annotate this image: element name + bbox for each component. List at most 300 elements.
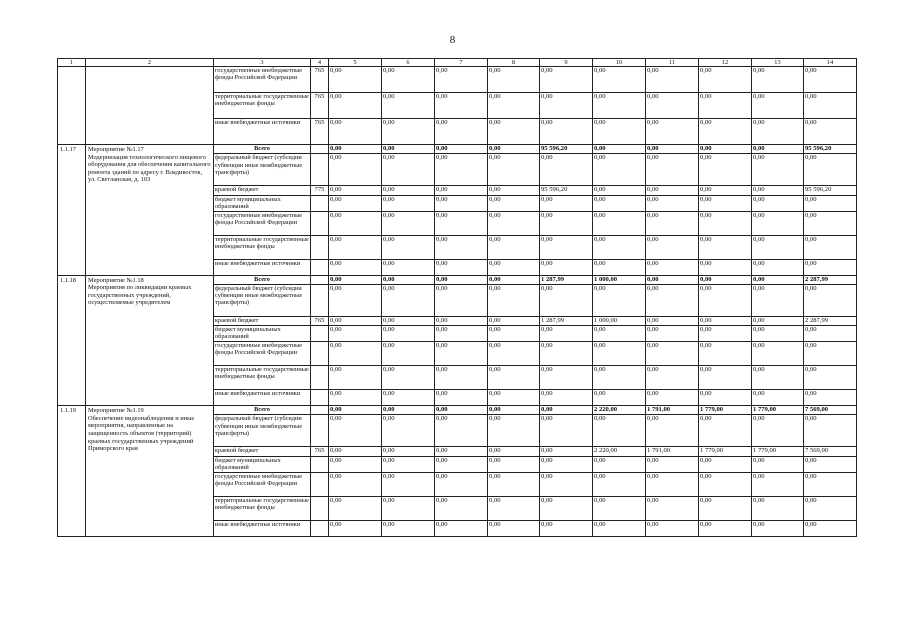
amount-cell: 0,00 (488, 275, 540, 284)
amount-cell: 0,00 (540, 366, 593, 390)
budget-code (311, 211, 329, 235)
amount-cell: 0,00 (382, 67, 435, 93)
amount-cell: 0,00 (540, 67, 593, 93)
amount-cell: 0,00 (593, 235, 646, 259)
activity-description: Мероприятия по ликвидации краевых государственных учреждений, осуществляемые учредителем (88, 284, 192, 307)
amount-cell: 0,00 (382, 235, 435, 259)
amount-cell: 0,00 (382, 456, 435, 472)
amount-cell: 0,00 (382, 93, 435, 119)
budget-code (311, 406, 329, 415)
amount-cell: 0,00 (382, 472, 435, 496)
amount-cell: 0,00 (699, 195, 752, 211)
amount-cell: 0,00 (646, 472, 699, 496)
amount-cell: 0,00 (488, 496, 540, 520)
header-cell: 12 (699, 59, 752, 67)
amount-cell: 0,00 (382, 186, 435, 195)
amount-cell: 0,00 (329, 447, 382, 456)
amount-cell: 0,00 (646, 366, 699, 390)
amount-cell: 0,00 (435, 259, 488, 275)
amount-cell: 0,00 (329, 211, 382, 235)
amount-cell: 0,00 (329, 326, 382, 342)
amount-cell: 0,00 (488, 67, 540, 93)
amount-cell: 0,00 (435, 472, 488, 496)
amount-cell: 0,00 (488, 406, 540, 415)
amount-cell: 0,00 (540, 284, 593, 316)
amount-cell: 0,00 (488, 447, 540, 456)
header-row (58, 59, 857, 67)
amount-cell: 0,00 (329, 235, 382, 259)
amount-cell: 0,00 (435, 406, 488, 415)
amount-cell: 95 596,20 (804, 186, 857, 195)
amount-cell: 0,00 (699, 145, 752, 154)
amount-cell: 0,00 (804, 390, 857, 406)
amount-cell: 0,00 (804, 93, 857, 119)
table-row (58, 275, 857, 284)
activity-number: 1.1.17 (58, 145, 86, 276)
amount-cell: 0,00 (752, 366, 804, 390)
funding-source: бюджет муниципальных образований (214, 195, 311, 211)
amount-cell: 0,00 (593, 456, 646, 472)
amount-cell: 0,00 (804, 119, 857, 145)
amount-cell: 0,00 (646, 456, 699, 472)
amount-cell: 0,00 (329, 366, 382, 390)
header-cell: 11 (646, 59, 699, 67)
amount-cell: 0,00 (540, 456, 593, 472)
amount-cell: 0,00 (488, 284, 540, 316)
amount-cell: 0,00 (382, 195, 435, 211)
amount-cell: 0,00 (752, 390, 804, 406)
amount-cell: 0,00 (435, 154, 488, 186)
header-cell: 14 (804, 59, 857, 67)
funding-source: иные внебюджетные источники (214, 119, 311, 145)
amount-cell: 0,00 (488, 415, 540, 447)
amount-cell: 0,00 (593, 284, 646, 316)
amount-cell: 0,00 (646, 235, 699, 259)
amount-cell: 1 287,99 (540, 275, 593, 284)
amount-cell: 0,00 (435, 415, 488, 447)
amount-cell: 0,00 (435, 275, 488, 284)
amount-cell: 0,00 (699, 186, 752, 195)
amount-cell: 0,00 (752, 211, 804, 235)
amount-cell: 0,00 (540, 415, 593, 447)
amount-cell: 0,00 (435, 326, 488, 342)
amount-cell: 0,00 (329, 195, 382, 211)
amount-cell: 7 569,00 (804, 447, 857, 456)
amount-cell: 0,00 (699, 342, 752, 366)
amount-cell: 1 287,99 (540, 316, 593, 325)
amount-cell: 0,00 (382, 316, 435, 325)
budget-table (57, 58, 857, 537)
amount-cell: 0,00 (699, 154, 752, 186)
budget-code (311, 520, 329, 536)
amount-cell: 0,00 (646, 211, 699, 235)
amount-cell: 0,00 (593, 415, 646, 447)
amount-cell: 95 596,20 (540, 186, 593, 195)
amount-cell: 0,00 (382, 275, 435, 284)
amount-cell: 0,00 (329, 259, 382, 275)
amount-cell: 0,00 (804, 235, 857, 259)
amount-cell: 0,00 (699, 235, 752, 259)
amount-cell: 0,00 (804, 472, 857, 496)
funding-source: иные внебюджетные источники (214, 520, 311, 536)
amount-cell: 0,00 (646, 275, 699, 284)
amount-cell: 0,00 (752, 415, 804, 447)
amount-cell: 0,00 (699, 275, 752, 284)
amount-cell: 0,00 (435, 67, 488, 93)
amount-cell: 0,00 (488, 93, 540, 119)
amount-cell: 0,00 (646, 259, 699, 275)
funding-source: государственные внебюджетные фонды Российской Федерации (214, 472, 311, 496)
funding-source: иные внебюджетные источники (214, 259, 311, 275)
amount-cell: 0,00 (329, 186, 382, 195)
amount-cell: 0,00 (646, 195, 699, 211)
amount-cell: 0,00 (488, 472, 540, 496)
amount-cell: 0,00 (593, 366, 646, 390)
amount-cell: 0,00 (382, 284, 435, 316)
amount-cell: 0,00 (646, 520, 699, 536)
amount-cell: 0,00 (540, 472, 593, 496)
amount-cell: 0,00 (329, 119, 382, 145)
amount-cell: 0,00 (646, 154, 699, 186)
activity-number: 1.1.18 (58, 275, 86, 406)
amount-cell: 0,00 (593, 145, 646, 154)
amount-cell: 0,00 (435, 447, 488, 456)
amount-cell: 0,00 (540, 211, 593, 235)
amount-cell: 0,00 (804, 195, 857, 211)
amount-cell: 1 791,00 (646, 406, 699, 415)
amount-cell: 0,00 (752, 154, 804, 186)
amount-cell: 0,00 (593, 259, 646, 275)
amount-cell: 0,00 (804, 366, 857, 390)
amount-cell: 0,00 (329, 93, 382, 119)
budget-code (311, 366, 329, 390)
amount-cell: 1 779,00 (699, 447, 752, 456)
amount-cell: 0,00 (699, 456, 752, 472)
budget-code (311, 235, 329, 259)
amount-cell: 2 287,99 (804, 316, 857, 325)
amount-cell: 0,00 (382, 342, 435, 366)
funding-source: территориальные государственные внебюджетные фонды (214, 496, 311, 520)
amount-cell: 0,00 (329, 145, 382, 154)
amount-cell: 0,00 (804, 259, 857, 275)
budget-code (311, 496, 329, 520)
amount-cell: 0,00 (804, 326, 857, 342)
amount-cell: 0,00 (382, 406, 435, 415)
amount-cell: 0,00 (804, 342, 857, 366)
amount-cell: 0,00 (752, 93, 804, 119)
amount-cell: 0,00 (752, 326, 804, 342)
table-row (58, 67, 857, 93)
amount-cell: 0,00 (329, 472, 382, 496)
amount-cell: 0,00 (699, 326, 752, 342)
amount-cell: 0,00 (752, 259, 804, 275)
funding-source: Всего (214, 406, 311, 415)
amount-cell: 0,00 (646, 415, 699, 447)
header-cell: 7 (435, 59, 488, 67)
amount-cell: 0,00 (382, 326, 435, 342)
amount-cell: 0,00 (382, 259, 435, 275)
page-number: 8 (449, 34, 456, 46)
amount-cell: 0,00 (699, 472, 752, 496)
amount-cell: 1 779,00 (752, 406, 804, 415)
budget-code (311, 154, 329, 186)
amount-cell: 0,00 (699, 415, 752, 447)
amount-cell: 0,00 (752, 275, 804, 284)
amount-cell: 0,00 (804, 415, 857, 447)
budget-code: 765 (311, 316, 329, 325)
amount-cell: 0,00 (329, 496, 382, 520)
amount-cell: 0,00 (488, 154, 540, 186)
amount-cell: 0,00 (752, 284, 804, 316)
amount-cell: 0,00 (752, 145, 804, 154)
amount-cell: 0,00 (329, 415, 382, 447)
amount-cell: 0,00 (435, 145, 488, 154)
amount-cell: 0,00 (804, 67, 857, 93)
amount-cell: 0,00 (329, 456, 382, 472)
funding-source: территориальные государственные внебюджетные фонды (214, 366, 311, 390)
amount-cell: 0,00 (435, 456, 488, 472)
amount-cell: 0,00 (593, 496, 646, 520)
amount-cell: 0,00 (646, 284, 699, 316)
budget-code: 765 (311, 447, 329, 456)
amount-cell: 1 000,00 (593, 316, 646, 325)
header-cell: 13 (752, 59, 804, 67)
header-cell: 3 (214, 59, 311, 67)
funding-source: федеральный бюджет (субсидии субвенции иные межбюджетные трансферты) (214, 415, 311, 447)
funding-source: Всего (214, 275, 311, 284)
amount-cell: 0,00 (488, 342, 540, 366)
amount-cell: 0,00 (435, 520, 488, 536)
budget-code (311, 456, 329, 472)
budget-code (311, 390, 329, 406)
amount-cell: 0,00 (540, 342, 593, 366)
amount-cell: 1 779,00 (752, 447, 804, 456)
amount-cell: 0,00 (593, 472, 646, 496)
amount-cell: 0,00 (329, 342, 382, 366)
funding-source: иные внебюджетные источники (214, 390, 311, 406)
amount-cell: 0,00 (540, 496, 593, 520)
amount-cell: 0,00 (488, 366, 540, 390)
amount-cell: 0,00 (488, 195, 540, 211)
header-cell: 4 (311, 59, 329, 67)
budget-code: 765 (311, 119, 329, 145)
table-row (58, 145, 857, 154)
funding-source: краевой бюджет (214, 316, 311, 325)
amount-cell: 0,00 (329, 406, 382, 415)
amount-cell: 0,00 (752, 186, 804, 195)
budget-code (311, 342, 329, 366)
amount-cell: 0,00 (540, 154, 593, 186)
amount-cell: 7 569,00 (804, 406, 857, 415)
amount-cell: 0,00 (752, 195, 804, 211)
activity-description-cell (86, 406, 214, 537)
activity-description: Обеспечение видеонаблюдения и иные мероприятия, направленные на защищенность объектов (территорий) краевых государственных учреждений Приморского края (88, 414, 195, 453)
funding-source: бюджет муниципальных образований (214, 326, 311, 342)
header-cell: 10 (593, 59, 646, 67)
amount-cell: 0,00 (382, 145, 435, 154)
amount-cell: 0,00 (646, 186, 699, 195)
amount-cell: 1 000,00 (593, 275, 646, 284)
funding-source: федеральный бюджет (субсидии субвенции иные межбюджетные трансферты) (214, 284, 311, 316)
activity-title: Мероприятие №1.17 (88, 146, 144, 153)
amount-cell: 0,00 (488, 456, 540, 472)
activity-title: Мероприятие №1.19 (88, 407, 144, 415)
amount-cell: 0,00 (435, 186, 488, 195)
activity-description-cell (86, 67, 214, 145)
funding-source: краевой бюджет (214, 447, 311, 456)
budget-code (311, 415, 329, 447)
amount-cell: 0,00 (540, 520, 593, 536)
amount-cell: 95 596,20 (540, 145, 593, 154)
amount-cell: 0,00 (752, 316, 804, 325)
amount-cell: 0,00 (646, 316, 699, 325)
amount-cell: 0,00 (435, 366, 488, 390)
amount-cell: 0,00 (382, 447, 435, 456)
activity-title: Мероприятие №1.18 (88, 276, 144, 284)
amount-cell: 0,00 (593, 67, 646, 93)
amount-cell: 0,00 (593, 342, 646, 366)
amount-cell: 0,00 (488, 211, 540, 235)
amount-cell: 0,00 (540, 93, 593, 119)
budget-code (311, 326, 329, 342)
amount-cell: 0,00 (382, 154, 435, 186)
activity-number (58, 67, 86, 145)
amount-cell: 0,00 (435, 316, 488, 325)
amount-cell: 0,00 (699, 520, 752, 536)
budget-code (311, 145, 329, 154)
amount-cell: 0,00 (593, 520, 646, 536)
amount-cell: 0,00 (435, 496, 488, 520)
amount-cell: 0,00 (382, 390, 435, 406)
amount-cell: 0,00 (699, 93, 752, 119)
amount-cell: 0,00 (646, 326, 699, 342)
budget-code (311, 195, 329, 211)
amount-cell: 0,00 (646, 496, 699, 520)
header-cell: 8 (488, 59, 540, 67)
amount-cell: 0,00 (488, 326, 540, 342)
amount-cell: 0,00 (593, 326, 646, 342)
amount-cell: 0,00 (752, 235, 804, 259)
amount-cell: 0,00 (593, 186, 646, 195)
amount-cell: 0,00 (752, 496, 804, 520)
amount-cell: 0,00 (593, 195, 646, 211)
funding-source: государственные внебюджетные фонды Российской Федерации (214, 67, 311, 93)
amount-cell: 0,00 (804, 456, 857, 472)
amount-cell: 0,00 (752, 520, 804, 536)
activity-description-cell (86, 275, 214, 406)
activity-number: 1.1.19 (58, 406, 86, 537)
budget-code (311, 472, 329, 496)
amount-cell: 0,00 (699, 366, 752, 390)
amount-cell: 0,00 (488, 259, 540, 275)
amount-cell: 0,00 (329, 390, 382, 406)
funding-source: Всего (214, 145, 311, 154)
budget-code: 765 (311, 67, 329, 93)
activity-description: Модернизация технологического пищевого оборудования для обеспечения капитального ремонта зданий по адресу г. Владивосток, ул. Светланская, д. 103 (88, 153, 211, 184)
amount-cell: 0,00 (488, 316, 540, 325)
amount-cell: 0,00 (435, 119, 488, 145)
amount-cell: 95 596,20 (804, 145, 857, 154)
budget-code (311, 275, 329, 284)
amount-cell: 0,00 (646, 67, 699, 93)
amount-cell: 0,00 (382, 366, 435, 390)
amount-cell: 0,00 (435, 390, 488, 406)
funding-source: территориальные государственные внебюджетные фонды (214, 93, 311, 119)
amount-cell: 0,00 (329, 520, 382, 536)
header-cell: 5 (329, 59, 382, 67)
amount-cell: 0,00 (540, 326, 593, 342)
funding-source: краевой бюджет (214, 186, 311, 195)
amount-cell: 0,00 (488, 119, 540, 145)
amount-cell: 0,00 (646, 119, 699, 145)
amount-cell: 0,00 (593, 93, 646, 119)
budget-code: 775 (311, 186, 329, 195)
amount-cell: 0,00 (699, 67, 752, 93)
amount-cell: 0,00 (804, 154, 857, 186)
amount-cell: 0,00 (382, 496, 435, 520)
amount-cell: 0,00 (329, 275, 382, 284)
amount-cell: 0,00 (593, 211, 646, 235)
amount-cell: 0,00 (382, 211, 435, 235)
amount-cell: 2 287,99 (804, 275, 857, 284)
amount-cell: 0,00 (752, 456, 804, 472)
amount-cell: 0,00 (382, 520, 435, 536)
amount-cell: 0,00 (699, 211, 752, 235)
amount-cell: 0,00 (804, 520, 857, 536)
amount-cell: 0,00 (593, 119, 646, 145)
amount-cell: 0,00 (488, 186, 540, 195)
header-cell: 2 (86, 59, 214, 67)
amount-cell: 0,00 (540, 406, 593, 415)
amount-cell: 0,00 (699, 496, 752, 520)
amount-cell: 0,00 (752, 342, 804, 366)
budget-code: 765 (311, 93, 329, 119)
amount-cell: 0,00 (540, 390, 593, 406)
amount-cell: 0,00 (540, 119, 593, 145)
amount-cell: 0,00 (540, 195, 593, 211)
amount-cell: 1 779,00 (699, 406, 752, 415)
amount-cell: 0,00 (329, 316, 382, 325)
amount-cell: 0,00 (435, 93, 488, 119)
amount-cell: 0,00 (329, 67, 382, 93)
amount-cell: 0,00 (804, 284, 857, 316)
amount-cell: 0,00 (804, 496, 857, 520)
amount-cell: 0,00 (329, 154, 382, 186)
amount-cell: 0,00 (488, 145, 540, 154)
amount-cell: 0,00 (646, 390, 699, 406)
amount-cell: 0,00 (804, 211, 857, 235)
funding-source: государственные внебюджетные фонды Российской Федерации (214, 211, 311, 235)
header-cell: 1 (58, 59, 86, 67)
amount-cell: 0,00 (646, 342, 699, 366)
amount-cell: 0,00 (752, 67, 804, 93)
header-cell: 9 (540, 59, 593, 67)
amount-cell: 0,00 (646, 93, 699, 119)
funding-source: территориальные государственные внебюджетные фонды (214, 235, 311, 259)
amount-cell: 2 220,00 (593, 406, 646, 415)
amount-cell: 0,00 (593, 154, 646, 186)
amount-cell: 0,00 (699, 316, 752, 325)
amount-cell: 0,00 (540, 447, 593, 456)
amount-cell: 0,00 (646, 145, 699, 154)
table-row (58, 406, 857, 415)
amount-cell: 0,00 (435, 211, 488, 235)
header-cell: 6 (382, 59, 435, 67)
amount-cell: 0,00 (435, 284, 488, 316)
amount-cell: 0,00 (435, 342, 488, 366)
amount-cell: 0,00 (488, 520, 540, 536)
amount-cell: 0,00 (699, 259, 752, 275)
